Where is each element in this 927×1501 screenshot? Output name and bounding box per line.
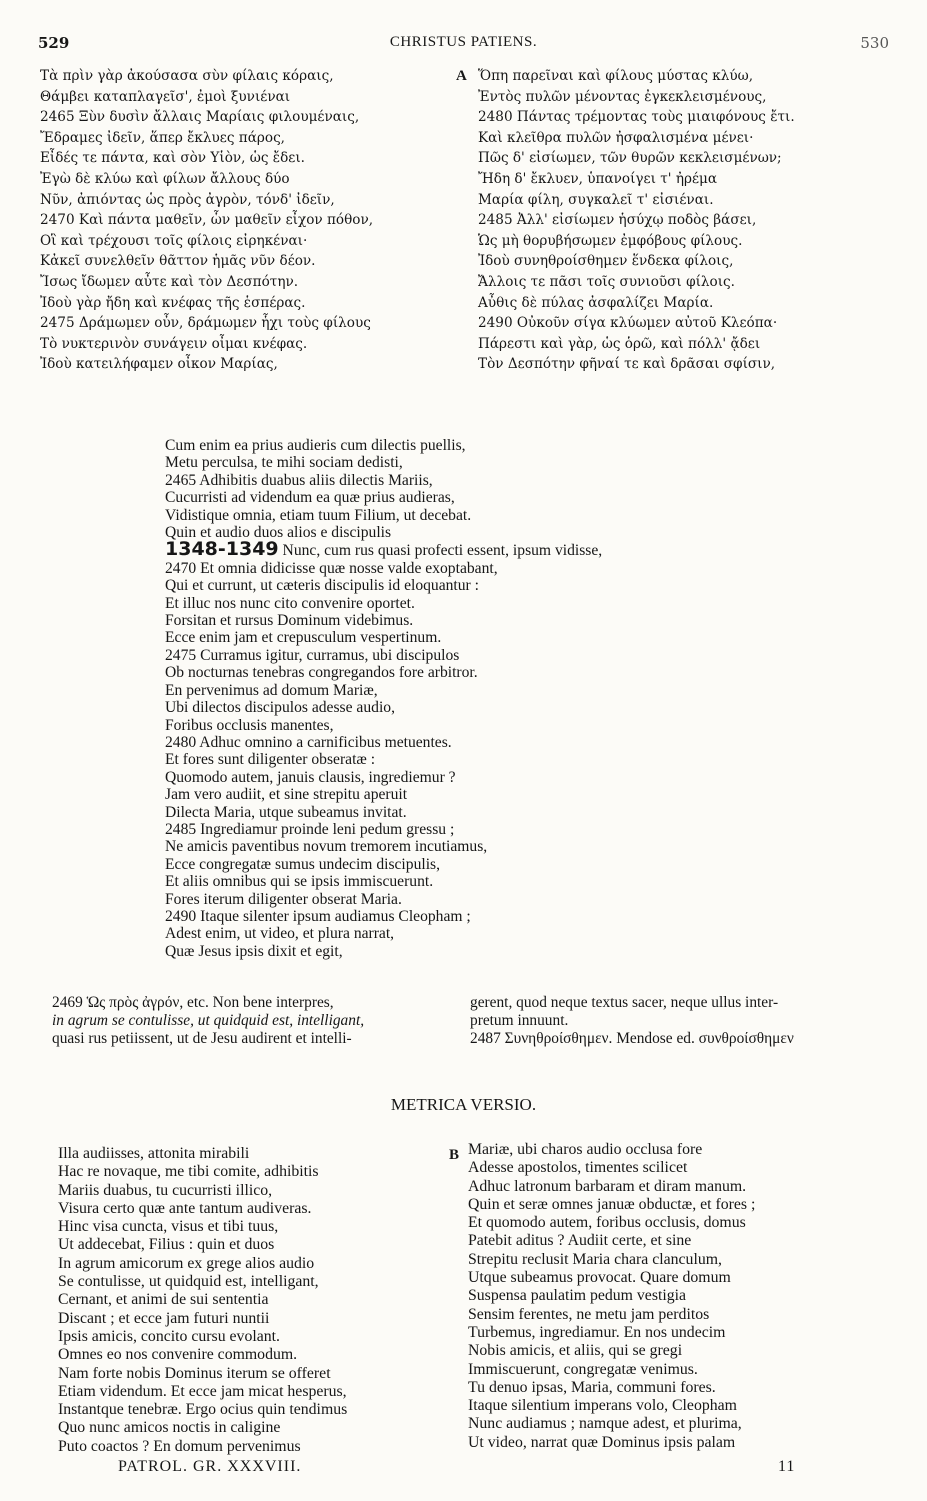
latin-lines-after <box>165 560 765 960</box>
greek-line: Ἔδραμες ἰδεῖν, ἅπερ ἔκλυες πάρος, <box>40 129 286 146</box>
greek-line: Ἰδοὺ συνηθροίσθημεν ἕνδεκα φίλοις, <box>478 253 734 270</box>
verse-line: Strepitu reclusit Maria chara clanculum, <box>468 1250 722 1268</box>
verse-line: Adhuc latronum barbaram et diram manum. <box>468 1177 747 1195</box>
latin-line: 2485 Ingrediamur proinde leni pedum gressu ; <box>165 820 455 838</box>
latin-line: Ecce enim jam et crepusculum vespertinum. <box>165 629 442 647</box>
latin-column-marker-line <box>165 538 765 561</box>
footnote-line: quasi rus petiissent, ut de Jesu audirent et intelli- <box>52 1030 352 1047</box>
greek-line: Τὰ πρὶν γὰρ ἀκούσασα σὺν φίλαις κόραις, <box>40 68 334 84</box>
verse-line: Instantque tenebræ. Ergo ocius quin tendimus <box>58 1401 348 1419</box>
column-number-marker: 1348-1349 <box>165 538 279 561</box>
greek-line: Τὸν Δεσπότην φῆναί τε καὶ δρᾶσαι σφίσιν, <box>478 356 776 373</box>
verse-line: Ut addecebat, Filius : quin et duos <box>58 1236 275 1254</box>
latin-line: 2480 Adhuc omnino a carnificibus metuentes. <box>165 733 452 751</box>
footnote-left <box>52 994 457 1048</box>
verse-line: Nunc audiamus ; namque adest, et plurima, <box>468 1415 742 1433</box>
latin-line: Qui et currunt, ut cæteris discipulis id eloquantur : <box>165 577 479 595</box>
verse-line: Quin et seræ omnes januæ obductæ, et fores ; <box>468 1195 756 1213</box>
margin-marker-b: B <box>449 1147 460 1163</box>
greek-line: Πῶς δ' εἰσίωμεν, τῶν θυρῶν κεκλεισμένων; <box>478 150 782 167</box>
verse-line: Sensim ferentes, ne metu jam perditos <box>468 1305 710 1323</box>
latin-line: Cum enim ea prius audieris cum dilectis puellis, <box>165 437 466 454</box>
greek-line: Τὸ νυκτερινὸν συνάγειν οἶμαι κνέφας. <box>40 335 308 352</box>
greek-line: Αὖθις δὲ πύλας ἀσφαλίζει Μαρία. <box>478 294 714 311</box>
verse-line: Utque subeamus provocat. Quare domum <box>468 1269 731 1287</box>
latin-line: Ne amicis paventibus novum tremorem incutiamus, <box>165 838 488 856</box>
greek-line: 2485 Ἀλλ' εἰσίωμεν ἡσύχῳ ποδὸς βάσει, <box>478 212 757 229</box>
verse-line: Mariæ, ubi charos audio occlusa fore <box>468 1141 703 1158</box>
verse-line: Se contulisse, ut quidquid est, intelligant, <box>58 1273 319 1291</box>
greek-line: Ὅπη παρεῖναι καὶ φίλους μύστας κλύω, <box>478 68 754 84</box>
verse-line: Patebit aditus ? Audiit certe, et sine <box>468 1232 692 1250</box>
footnote-line: in agrum se contulisse, ut quidquid est, intelligant, <box>52 1012 365 1029</box>
metrical-version-left <box>58 1145 448 1456</box>
latin-line: Cucurristi ad videndum ea quæ prius audieras, <box>165 489 455 507</box>
latin-line: Quomodo autem, januis clausis, ingrediemur ? <box>165 768 456 786</box>
footnote-line: gerent, quod neque textus sacer, neque ullus inter- <box>470 994 779 1011</box>
greek-line: Ἄλλοις τε πᾶσι τοῖς συνιοῦσι φίλοις. <box>478 273 735 290</box>
greek-line: Εἶδές τε πάντα, καὶ σὸν Υἱὸν, ὡς ἔδει. <box>40 150 305 167</box>
verse-line: Etiam videndum. Et ecce jam micat hesperus, <box>58 1382 347 1400</box>
greek-line: Κἀκεῖ συνελθεῖν θᾶττον ἡμᾶς νῦν δέον. <box>40 253 316 270</box>
verse-line: Cernant, et animi de sui sententia <box>58 1291 269 1309</box>
greek-line: Νῦν, ἀπιόντας ὡς πρὸς ἀγρὸν, τόνδ' ἰδεῖν, <box>40 191 335 208</box>
greek-line: Ἴσως ἴδωμεν αὖτε καὶ τὸν Δεσπότην. <box>40 273 299 290</box>
metrical-version-right <box>468 1141 888 1452</box>
latin-line: 2465 Adhibitis duabus aliis dilectis Mariis, <box>165 471 433 489</box>
latin-line: Dilecta Maria, utque subeamus invitat. <box>165 803 407 821</box>
footnote-line: 2469 Ὡς πρὸς ἀγρόν, etc. Non bene interpres, <box>52 994 334 1011</box>
latin-line: Foribus occlusis manentes, <box>165 716 334 734</box>
verse-line: Mariis duabus, tu cucurristi illico, <box>58 1181 273 1199</box>
verse-line: Hinc visa cuncta, visus et tibi tuus, <box>58 1218 279 1236</box>
verse-line: Ut video, narrat quæ Dominus ipsis palam <box>468 1433 736 1451</box>
greek-line: Ἐγὼ δὲ κλύω καὶ φίλων ἄλλους δύο <box>40 170 290 187</box>
latin-line: Et fores sunt diligenter obseratæ : <box>165 751 376 769</box>
latin-line: Et illuc nos nunc cito convenire oportet. <box>165 594 415 612</box>
right-page-number: 530 <box>860 34 889 52</box>
latin-line: Adest enim, ut video, et plura narrat, <box>165 925 395 943</box>
greek-line: Ἤδη δ' ἔκλυεν, ὑπανοίγει τ' ἠρέμα <box>478 170 718 187</box>
latin-line: 2475 Curramus igitur, curramus, ubi discipulos <box>165 646 460 664</box>
greek-line: Πάρεστι καὶ γὰρ, ὡς ὁρῶ, καὶ πόλλ' ᾄδει <box>478 335 761 352</box>
verse-line: Itaque silentium imperans volo, Cleopham <box>468 1397 737 1415</box>
footnote-right <box>470 994 890 1048</box>
greek-line: Καὶ κλεῖθρα πυλῶν ἠσφαλισμένα μένει· <box>478 129 754 146</box>
verse-line: Illa audiisses, attonita mirabili <box>58 1145 250 1162</box>
latin-line: Ob nocturnas tenebras congregandos fore arbitror. <box>165 664 478 682</box>
left-page-number: 529 <box>38 34 70 52</box>
verse-line: Turbemus, ingrediamur. En nos undecim <box>468 1323 726 1341</box>
latin-line: Jam vero audiit, et sine strepitu aperuit <box>165 786 408 804</box>
latin-line: 2490 Itaque silenter ipsum audiamus Cleopham ; <box>165 907 471 925</box>
latin-line: Quæ Jesus ipsis dixit et egit, <box>165 942 343 960</box>
latin-line: Metu perculsa, te mihi sociam dedisti, <box>165 454 403 472</box>
latin-line: Nunc, cum rus quasi profecti essent, ipsum vidisse, <box>278 542 603 560</box>
margin-marker-a: A <box>456 68 467 84</box>
footnote-line: pretum innuunt. <box>470 1012 569 1029</box>
latin-line: 2470 Et omnia didicisse quæ nosse valde exoptabant, <box>165 559 498 577</box>
latin-line: Et aliis omnibus qui se ipsis immiscuerunt. <box>165 873 434 891</box>
verse-line: Immiscuerunt, congregatæ venimus. <box>468 1360 698 1378</box>
footer-signature: 11 <box>778 1458 796 1475</box>
footer-series: PATROL. GR. XXXVIII. <box>118 1458 302 1475</box>
latin-line: Forsitan et rursus Dominum videbimus. <box>165 612 414 630</box>
greek-line: 2490 Οὐκοῦν σίγα κλύωμεν αὐτοῦ Κλεόπα· <box>478 315 778 332</box>
verse-line: Suspensa paulatim pedum vestigia <box>468 1287 687 1305</box>
greek-line: 2470 Καὶ πάντα μαθεῖν, ὧν μαθεῖν εἶχον πόθον, <box>40 212 374 229</box>
greek-line: Μαρία φίλη, συγκαλεῖ τ' εἰσιέναι. <box>478 191 714 208</box>
greek-line: 2475 Δράμωμεν οὖν, δράμωμεν ἧχι τοὺς φίλους <box>40 315 371 332</box>
verse-line: Ipsis amicis, concito cursu evolant. <box>58 1327 280 1345</box>
verse-line: Puto coactos ? En domum pervenimus <box>58 1437 301 1455</box>
verse-line: Adesse apostolos, timentes scilicet <box>468 1159 688 1177</box>
greek-line: Ὡς μὴ θορυβήσωμεν ἐμφόβους φίλους. <box>478 232 743 249</box>
verse-line: Discant ; et ecce jam futuri nuntii <box>58 1309 270 1327</box>
greek-text-right-column <box>478 66 898 375</box>
latin-translation <box>165 437 765 960</box>
greek-line: 2480 Πάντας τρέμοντας τοὺς μιαιφόνους ἔτι. <box>478 109 795 126</box>
verse-line: Nobis amicis, et aliis, qui se gregi <box>468 1342 683 1360</box>
latin-line: Ubi dilectos discipulos adesse audio, <box>165 699 395 717</box>
section-title: METRICA VERSIO. <box>390 1095 537 1114</box>
greek-line: Θάμβει καταπλαγεῖσ', ἐμοὶ ξυνιέναι <box>40 88 291 105</box>
verse-line: Omnes eo nos convenire commodum. <box>58 1346 298 1364</box>
greek-line: Οἳ καὶ τρέχουσι τοῖς φίλοις εἰρηκέναι· <box>40 232 308 249</box>
latin-line: Quin et audio duos alios e discipulis <box>165 524 392 542</box>
greek-text-left-column <box>40 66 460 375</box>
latin-line: En pervenimus ad domum Mariæ, <box>165 681 378 699</box>
latin-line: Ecce congregatæ sumus undecim discipulis, <box>165 855 440 873</box>
verse-line: Hac re novaque, me tibi comite, adhibitis <box>58 1163 319 1181</box>
latin-line: Fores iterum diligenter obserat Maria. <box>165 890 402 908</box>
running-title: CHRISTUS PATIENS. <box>389 34 538 50</box>
verse-line: Et quomodo autem, foribus occlusis, domus <box>468 1214 746 1232</box>
verse-line: Visura certo quæ ante tantum audiveras. <box>58 1199 312 1217</box>
latin-line: Vidistique omnia, etiam tuum Filium, ut decebat. <box>165 506 472 524</box>
verse-line: Tu denuo ipsas, Maria, communi fores. <box>468 1378 716 1396</box>
greek-line: Ἐντὸς πυλῶν μένοντας ἐγκεκλεισμένους, <box>478 88 767 105</box>
greek-line: Ἰδοὺ γὰρ ἤδη καὶ κνέφας τῆς ἑσπέρας. <box>40 294 306 311</box>
greek-line: 2465 Ξὺν δυσὶν ἄλλαις Μαρίαις φιλουμέναις, <box>40 109 360 126</box>
latin-lines-before <box>165 437 765 541</box>
verse-line: Nam forte nobis Dominus iterum se offeret <box>58 1364 331 1382</box>
verse-line: In agrum amicorum ex grege alios audio <box>58 1254 315 1272</box>
verse-line: Quo nunc amicos noctis in caligine <box>58 1419 281 1437</box>
greek-line: Ἰδοὺ κατειλήφαμεν οἶκον Μαρίας, <box>40 356 278 373</box>
footnote-line: 2487 Συνηθροίσθημεν. Mendose ed. συνθροίσθημεν <box>470 1030 794 1047</box>
